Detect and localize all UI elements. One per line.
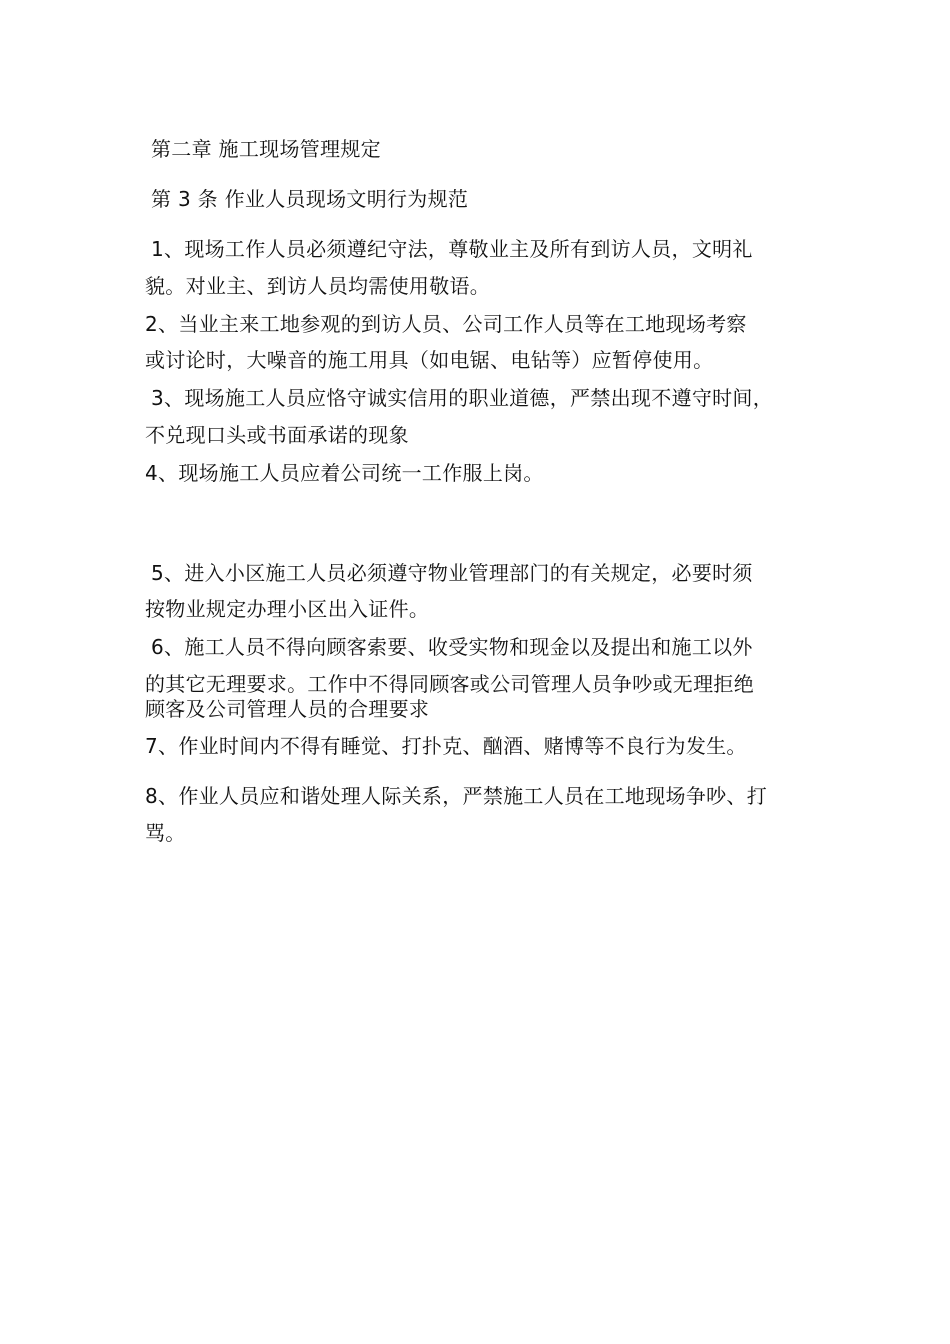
rule-4-line-1: 4、现场施工人员应着公司统一工作服上岗。 <box>145 461 544 485</box>
rule-8-line-1: 8、作业人员应和谐处理人际关系，严禁施工人员在工地现场争吵、打 <box>145 784 768 808</box>
rule-6-line-1: 6、施工人员不得向顾客索要、收受实物和现金以及提出和施工以外 <box>151 635 753 659</box>
chapter-title: 第二章 施工现场管理规定 <box>151 137 381 161</box>
rule-1-line-1: 1、现场工作人员必须遵纪守法，尊敬业主及所有到访人员，文明礼 <box>151 237 753 261</box>
rule-5-line-1: 5、进入小区施工人员必须遵守物业管理部门的有关规定，必要时须 <box>151 561 753 585</box>
rule-6-line-2: 的其它无理要求。工作中不得同顾客或公司管理人员争吵或无理拒绝 <box>145 672 754 696</box>
rule-6-line-3: 顾客及公司管理人员的合理要求 <box>145 697 430 721</box>
rule-2-line-1: 2、当业主来工地参观的到访人员、公司工作人员等在工地现场考察 <box>145 312 747 336</box>
rule-3-line-1: 3、现场施工人员应恪守诚实信用的职业道德，严禁出现不遵守时间， <box>151 386 774 410</box>
rule-2-line-2: 或讨论时，大噪音的施工用具（如电锯、电钻等）应暂停使用。 <box>145 348 714 372</box>
rule-1-line-2: 貌。对业主、到访人员均需使用敬语。 <box>145 274 491 298</box>
rule-8-line-2: 骂。 <box>145 821 186 845</box>
rule-3-line-2: 不兑现口头或书面承诺的现象 <box>145 423 409 447</box>
rule-5-line-2: 按物业规定办理小区出入证件。 <box>145 597 430 621</box>
rule-7-line-1: 7、作业时间内不得有睡觉、打扑克、酗酒、赌博等不良行为发生。 <box>145 734 747 758</box>
article-title: 第 3 条 作业人员现场文明行为规范 <box>151 187 469 211</box>
